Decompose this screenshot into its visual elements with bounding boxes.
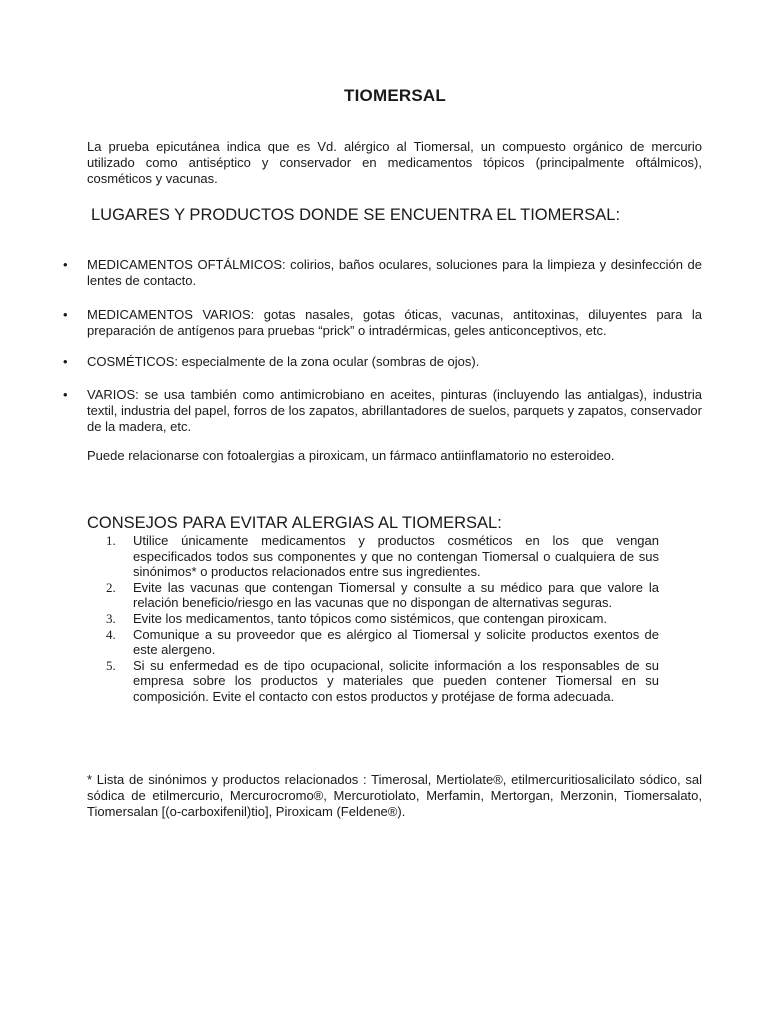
list-item-text: MEDICAMENTOS OFTÁLMICOS: colirios, baños oculares, soluciones para la limpieza y desinfección de lentes de contacto. (87, 257, 702, 288)
advice-item (106, 533, 659, 580)
list-item (63, 354, 702, 370)
places-heading: LUGARES Y PRODUCTOS DONDE SE ENCUENTRA EL TIOMERSAL: (91, 206, 621, 224)
bullet-icon: • (63, 307, 68, 322)
advice-text: Evite los medicamentos, tanto tópicos como sistémicos, que contengan piroxicam. (133, 610, 608, 626)
advice-text: Comunique a su proveedor que es alérgico al Tiomersal y solicite productos exentos de este alergeno. (133, 626, 659, 658)
advice-number: 1. (106, 533, 116, 548)
advice-text: Evite las vacunas que contengan Tiomersal y consulte a su médico para que valore la relación beneficio/riesgo en las vacunas que no dispongan de alternativas seguras. (133, 579, 659, 611)
list-item (63, 307, 702, 339)
places-list (0, 257, 768, 435)
advice-heading: CONSEJOS PARA EVITAR ALERGIAS AL TIOMERSAL: (87, 514, 502, 532)
document-title: TIOMERSAL (344, 86, 446, 105)
advice-item (106, 579, 659, 611)
list-item (63, 387, 702, 435)
list-item-text: COSMÉTICOS: especialmente de la zona ocular (sombras de ojos). (87, 354, 480, 369)
advice-number: 3. (106, 610, 116, 626)
advice-number: 4. (106, 626, 116, 642)
advice-number: 5. (106, 657, 116, 673)
advice-text: Utilice únicamente medicamentos y productos cosméticos en los que vengan especificados todos sus componentes y que no contengan Tiomersal o cualquiera de sus sinónimos* o productos relacionados entre sus ingredientes. (133, 533, 659, 580)
advice-text: Si su enfermedad es de tipo ocupacional, solicite información a los responsables de su empresa sobre los productos y materiales que pueden contener Tiomersal en su composición. Evite el contacto con estos productos y protéjase de forma adecuada. (133, 657, 659, 704)
bullet-icon: • (63, 354, 68, 369)
advice-number: 2. (106, 579, 116, 595)
synonyms-footnote: * Lista de sinónimos y productos relacionados : Timerosal, Mertiolate®, etilmercuritiosalicilato sódico, sal sódica de etilmercurio, Mercurocromo®, Mercurotiolato, Merfamin, Mertorgan, Merzonin, Tiomersalato, Tiomersalan [(o-carboxifenil)tio], Piroxicam (Feldene®). (87, 772, 702, 819)
advice-item (106, 626, 659, 658)
bullet-icon: • (63, 387, 68, 402)
advice-item (106, 610, 659, 627)
advice-list (0, 533, 768, 705)
intro-paragraph: La prueba epicutánea indica que es Vd. alérgico al Tiomersal, un compuesto orgánico de mercurio utilizado como antiséptico y conservador en medicamentos tópicos (principalmente oftálmicos), cosméticos y vacunas. (87, 139, 702, 186)
bullet-icon: • (63, 257, 68, 272)
piroxicam-note: Puede relacionarse con fotoalergias a piroxicam, un fármaco antiinflamatorio no esteroideo. (87, 448, 615, 463)
list-item-text: MEDICAMENTOS VARIOS: gotas nasales, gotas óticas, vacunas, antitoxinas, diluyentes para la preparación de antígenos para pruebas “prick” o intradérmicas, geles anticonceptivos, etc. (87, 307, 702, 338)
list-item-text: VARIOS: se usa también como antimicrobiano en aceites, pinturas (incluyendo las antialgas), industria textil, industria del papel, forros de los zapatos, abrillantadores de suelos, parquets y zapatos, conservador de la madera, etc. (87, 387, 702, 434)
advice-item (106, 657, 659, 705)
list-item (63, 257, 702, 289)
